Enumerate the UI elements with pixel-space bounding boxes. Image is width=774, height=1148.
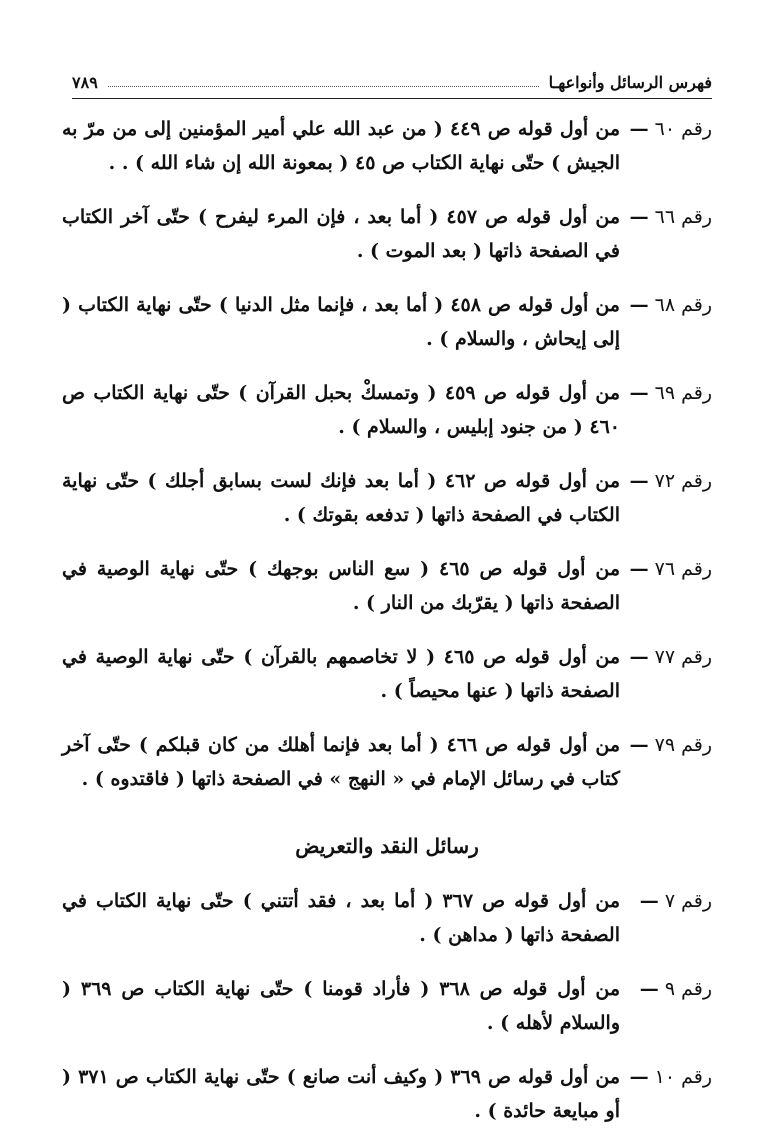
header-title: فهرس الرسائل وأنواعهـا: [548, 72, 712, 92]
entry-text: من أول قوله ص ٣٦٧ ( أما بعد ، فقد أتتني ) حتّى نهاية الكتاب في الصفحة ذاتها ( مداهن ) .: [62, 890, 620, 946]
index-entry: [62, 972, 712, 1040]
entry-text: من أول قوله ص ٤٦٢ ( أما بعد فإنك لست بسابق أجلك ) حتّى نهاية الكتاب في الصفحة ذاتها ( تدفعه بقوتك ) .: [62, 470, 620, 526]
entry-text: من أول قوله ص ٣٦٩ ( وكيف أنت صانع ) حتّى نهاية الكتاب ص ٣٧١ ( أو مبايعة حائدة ) .: [62, 1066, 620, 1122]
index-entry: [62, 112, 712, 180]
entry-label: رقم ٧٢ —: [629, 470, 712, 492]
entry-label: رقم ٧٧ —: [629, 646, 712, 668]
index-entry: [62, 728, 712, 796]
entry-label: رقم ٦٩ —: [629, 382, 712, 404]
index-entry: [62, 464, 712, 532]
entry-label: رقم ٦٠ —: [629, 118, 712, 140]
entry-text: من أول قوله ص ٤٤٩ ( من عبد الله علي أمير المؤمنين إلى من مرّ به الجيش ) حتّى نهاية الكتاب ص ٤٥ ( بمعونة الله إن شاء الله ) . .: [62, 118, 621, 174]
index-entry: [62, 376, 712, 444]
index-entry: [62, 200, 712, 268]
index-entry: [62, 288, 712, 356]
entry-label: رقم ١٠ —: [629, 1066, 712, 1088]
entry-text: من أول قوله ص ٤٥٨ ( أما بعد ، فإنما مثل الدنيا ) حتّى نهاية الكتاب ( إلى إيحاش ، والسلام ) .: [62, 294, 620, 350]
index-entry: [62, 640, 712, 708]
header-leader-dots: [108, 86, 539, 87]
running-header: [72, 66, 712, 99]
entry-label: رقم ٩ —: [639, 978, 712, 1000]
entry-label: رقم ٦٦ —: [629, 206, 712, 228]
entry-text: من أول قوله ص ٤٦٥ ( سع الناس بوجهك ) حتّى نهاية الوصية في الصفحة ذاتها ( يقرّبك من النار ) .: [62, 558, 620, 614]
entry-text: من أول قوله ص ٤٥٩ ( وتمسكْ بحبل القرآن ) حتّى نهاية الكتاب ص ٤٦٠ ( من جنود إبليس ، والسلام ) .: [62, 382, 620, 438]
entry-text: من أول قوله ص ٣٦٨ ( فأراد قومنا ) حتّى نهاية الكتاب ص ٣٦٩ ( والسلام لأهله ) .: [62, 978, 621, 1034]
entry-text: من أول قوله ص ٤٦٥ ( لا تخاصمهم بالقرآن ) حتّى نهاية الوصية في الصفحة ذاتها ( عنها محيصاً ) .: [62, 646, 621, 702]
entry-label: رقم ٦٨ —: [629, 294, 712, 316]
entry-text: من أول قوله ص ٤٥٧ ( أما بعد ، فإن المرء ليفرح ) حتّى آخر الكتاب في الصفحة ذاتها ( بعد الموت ) .: [62, 206, 621, 262]
index-entries: [62, 112, 712, 1148]
entry-label: رقم ٧ —: [639, 890, 712, 912]
index-entry: [62, 552, 712, 620]
section-heading: رسائل النقد والتعريض: [295, 834, 479, 858]
entry-label: رقم ٧٦ —: [629, 558, 712, 580]
entry-label: رقم ٧٩ —: [629, 734, 712, 756]
entry-text: من أول قوله ص ٤٦٦ ( أما بعد فإنما أهلك من كان قبلكم ) حتّى آخر كتاب في رسائل الإمام في « النهج » في الصفحة ذاتها ( فاقتدوه ) .: [62, 734, 620, 790]
page-number: ٧٨٩: [72, 72, 98, 92]
index-entry: [62, 884, 712, 952]
index-entry: [62, 1060, 712, 1128]
